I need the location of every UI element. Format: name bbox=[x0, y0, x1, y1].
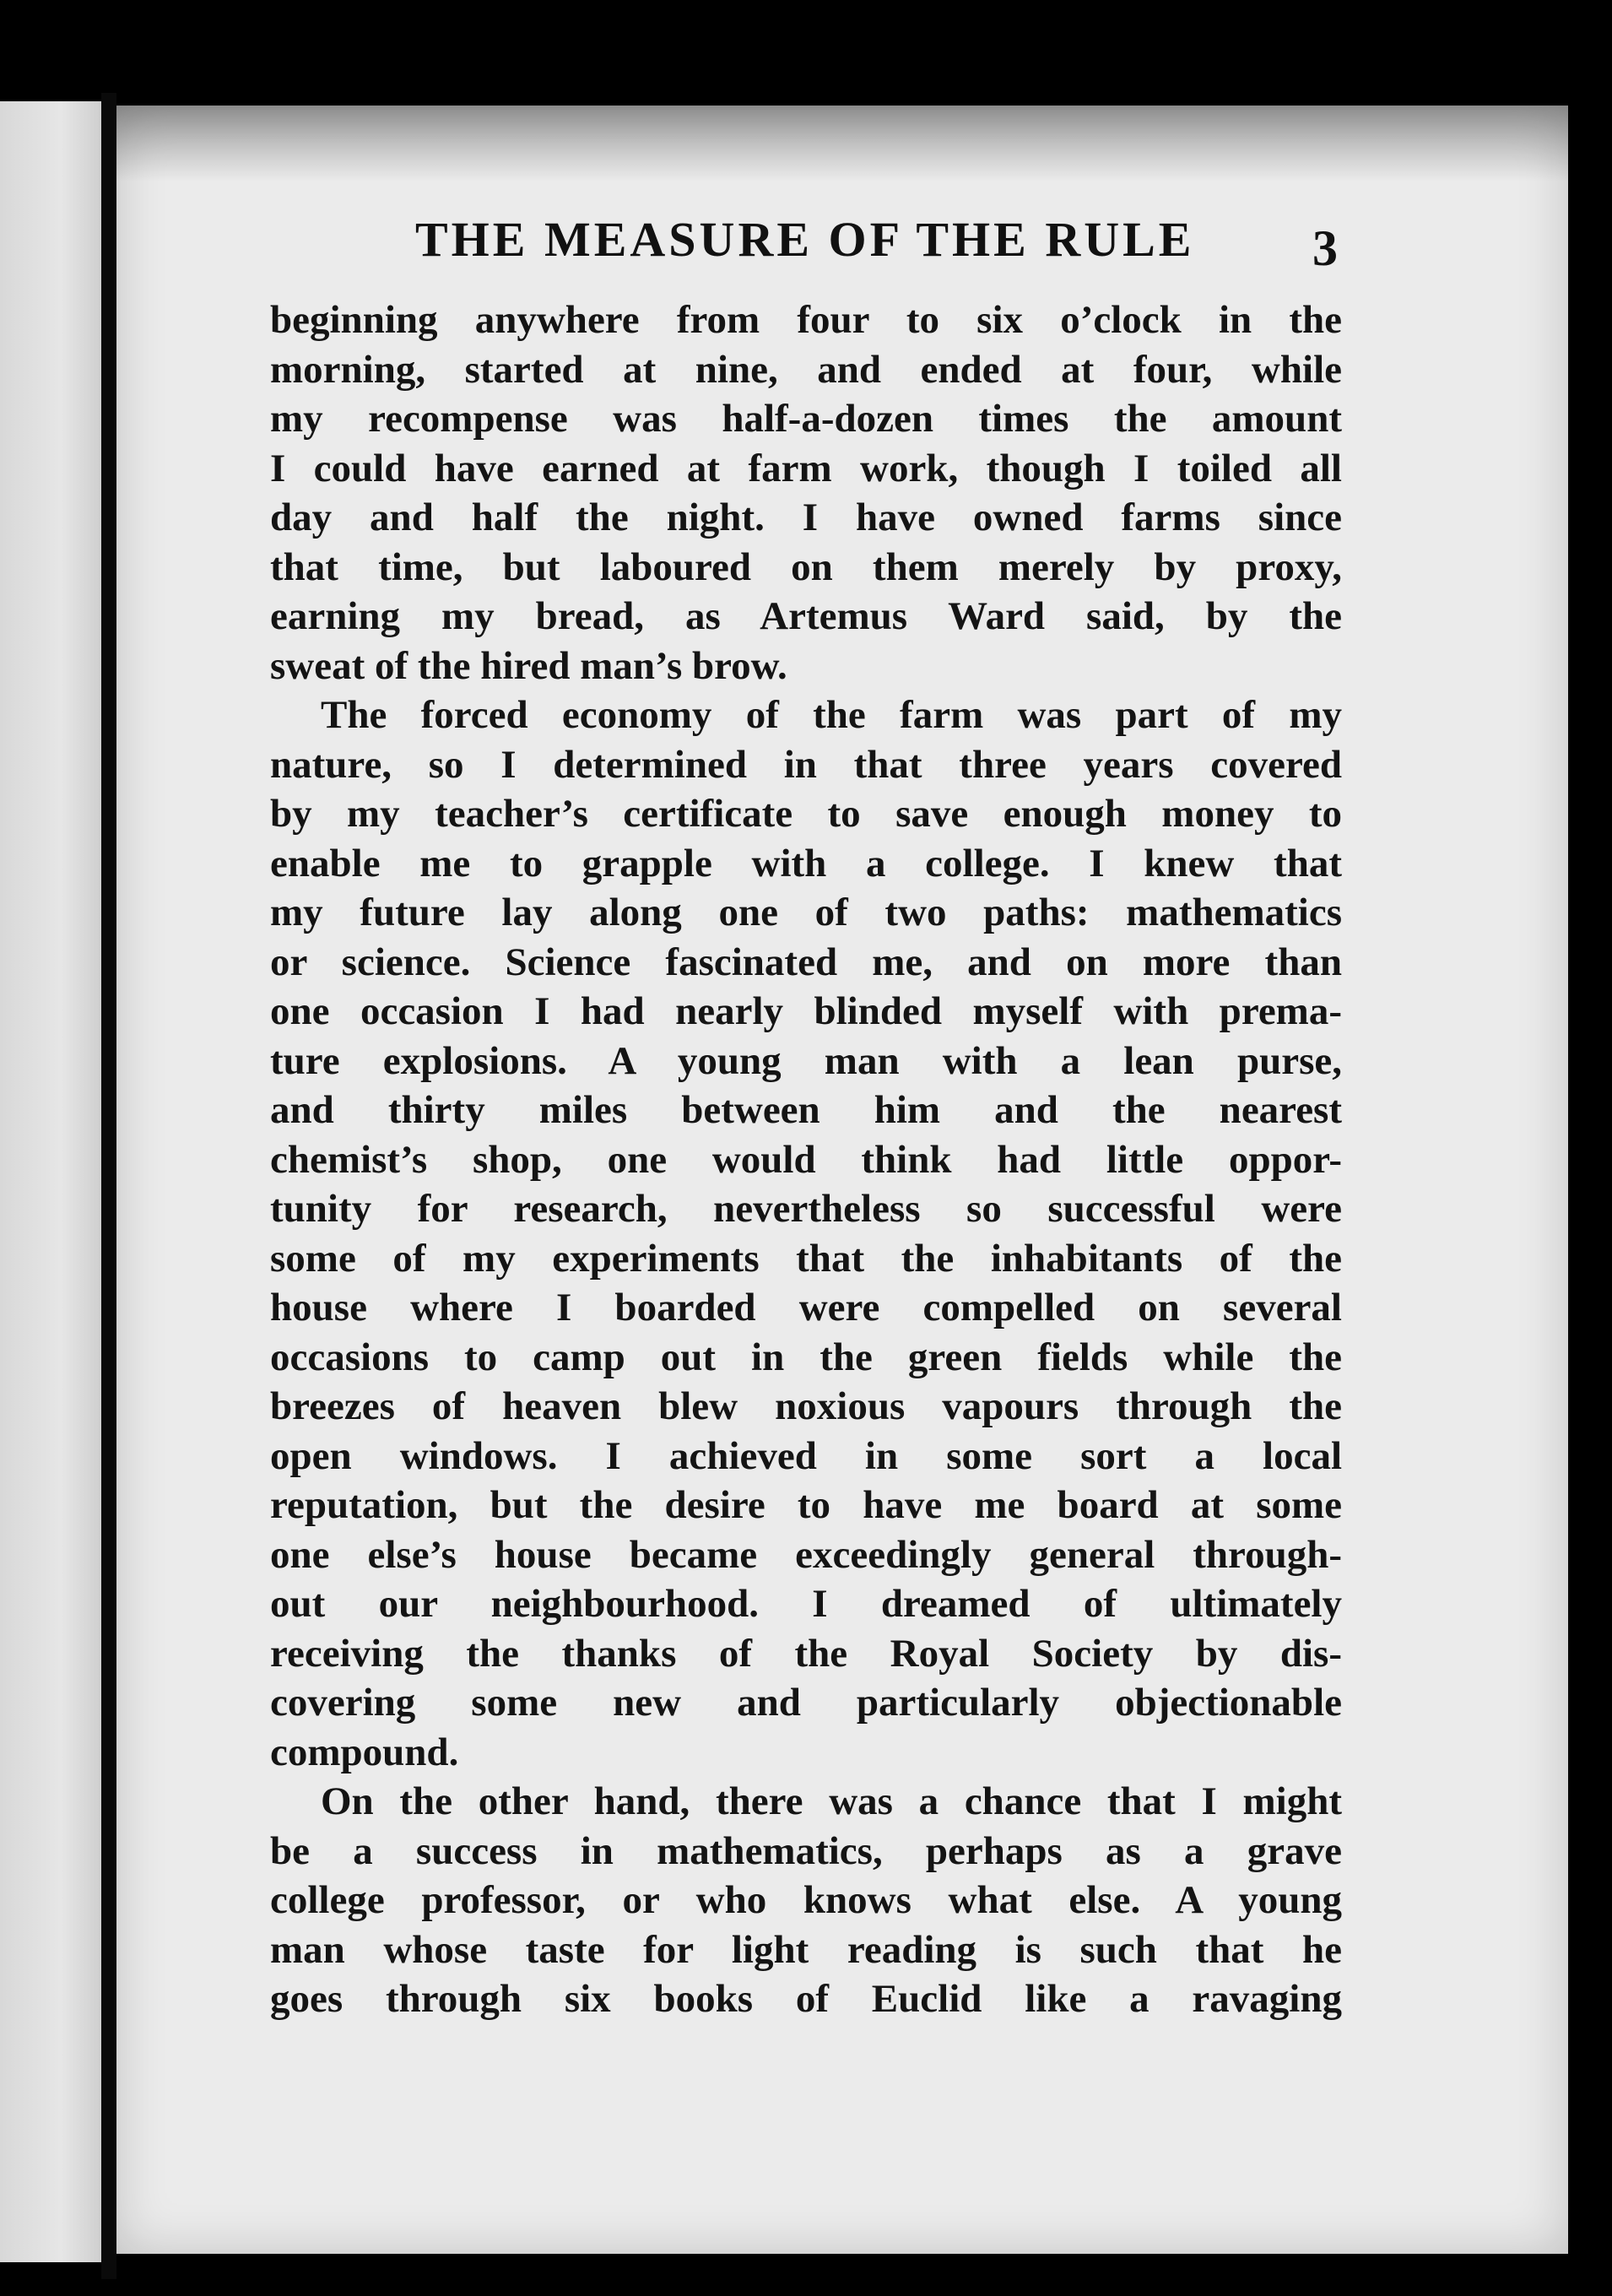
page-top-shadow bbox=[116, 106, 1568, 181]
text-line: nature, so I determined in that three years covered bbox=[270, 742, 1342, 787]
text-line: house where I boarded were compelled on several bbox=[270, 1286, 1342, 1329]
text-line: enable me to grapple with a college. I knew that bbox=[270, 841, 1342, 885]
text-line: The forced economy of the farm was part of my bbox=[321, 693, 1342, 737]
running-head bbox=[0, 211, 1612, 279]
text-line: by my teacher’s certificate to save enough money to bbox=[270, 792, 1342, 836]
text-line: be a success in mathematics, perhaps as a grave bbox=[270, 1828, 1342, 1873]
text-line: reputation, but the desire to have me board at some bbox=[270, 1483, 1342, 1527]
text-line: out our neighbourhood. I dreamed of ultimately bbox=[270, 1582, 1342, 1626]
text-line: I could have earned at farm work, though I toiled all bbox=[270, 446, 1342, 490]
facing-page-edge bbox=[0, 101, 101, 2262]
text-line: earning my bread, as Artemus Ward said, by the bbox=[270, 594, 1342, 638]
text-line: one else’s house became exceedingly general through- bbox=[270, 1532, 1342, 1577]
text-line: occasions to camp out in the green fields while the bbox=[270, 1335, 1342, 1379]
text-line: or science. Science fascinated me, and on more than bbox=[270, 940, 1342, 984]
text-line: my recompense was half-a-dozen times the amount bbox=[270, 397, 1342, 441]
text-line: covering some new and particularly objectionable bbox=[270, 1681, 1342, 1725]
text-line: goes through six books of Euclid like a ravaging bbox=[270, 1977, 1342, 2021]
text-line: ture explosions. A young man with a lean purse, bbox=[270, 1038, 1342, 1083]
text-line: tunity for research, nevertheless so successful were bbox=[270, 1187, 1342, 1231]
text-line: my future lay along one of two paths: mathematics bbox=[270, 891, 1342, 934]
running-head-title: THE MEASURE OF THE RULE bbox=[415, 212, 1195, 267]
text-line: beginning anywhere from four to six o’clock in the bbox=[270, 298, 1342, 342]
text-line: chemist’s shop, one would think had little oppor- bbox=[270, 1137, 1342, 1182]
text-line: sweat of the hired man’s brow. bbox=[270, 643, 787, 688]
text-line: breezes of heaven blew noxious vapours through the bbox=[270, 1384, 1342, 1428]
text-line: one occasion I had nearly blinded myself with prema- bbox=[270, 989, 1342, 1033]
text-line: receiving the thanks of the Royal Society by dis- bbox=[270, 1631, 1342, 1676]
text-line: day and half the night. I have owned farms since bbox=[270, 495, 1342, 539]
body-text bbox=[270, 295, 1342, 2024]
text-line: man whose taste for light reading is such that he bbox=[270, 1927, 1342, 1972]
text-line: college professor, or who knows what else. A young bbox=[270, 1878, 1342, 1922]
text-line: compound. bbox=[270, 1730, 459, 1774]
text-line: and thirty miles between him and the nearest bbox=[270, 1088, 1342, 1132]
text-line: some of my experiments that the inhabitants of the bbox=[270, 1236, 1342, 1281]
text-line: On the other hand, there was a chance that I might bbox=[321, 1779, 1342, 1823]
text-line: open windows. I achieved in some sort a local bbox=[270, 1433, 1342, 1478]
gutter-shadow bbox=[101, 93, 116, 2279]
text-line: that time, but laboured on them merely by proxy, bbox=[270, 544, 1342, 589]
page-number: 3 bbox=[1312, 220, 1338, 276]
text-line: morning, started at nine, and ended at four, while bbox=[270, 347, 1342, 392]
